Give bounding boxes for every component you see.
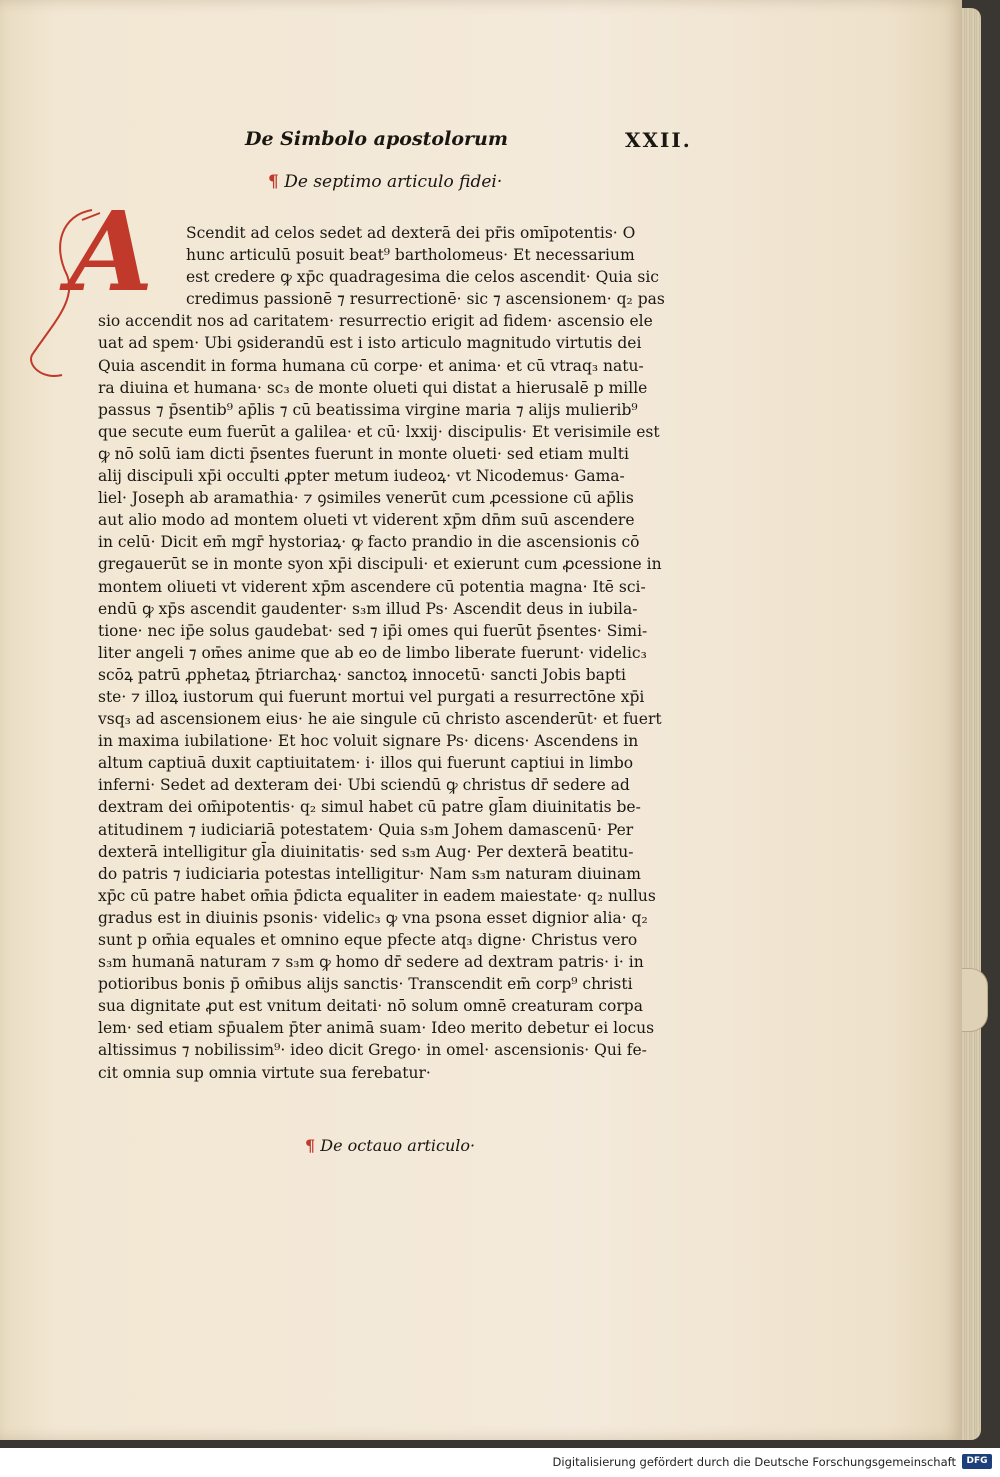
- text-line: ra diuina et humana· sc₃ de monte olueti qui distat a hierusalē p mille: [98, 378, 648, 397]
- text-line: inferni· Sedet ad dexteram dei· Ubi sciendū ꝙ christus dr̄ sedere ad: [98, 776, 630, 795]
- section-heading-text: De septimo articulo fidei·: [284, 172, 503, 192]
- text-line: xp̄c cū patre habet om̄ia p̄dicta equaliter in eadem maiestate· q₂ nullus: [98, 886, 656, 905]
- text-line: aut alio modo ad montem olueti vt viderent xp̄m dn̄m suū ascendere: [98, 511, 635, 530]
- text-line: dexterā intelligitur gl̄a diuinitatis· sed s₃m Aug· Per dexterā beatitu-: [98, 842, 634, 861]
- text-line: Quia ascendit in forma humana cū corpe· et anima· et cū vtraq₃ natu-: [98, 356, 644, 375]
- running-title: De Simbolo apostolorum: [245, 128, 508, 150]
- text-line: montem oliueti vt viderent xp̄m ascendere cū potentia magna· Itē sci-: [98, 577, 646, 596]
- footer-bar: [0, 1448, 1000, 1477]
- text-line: s₃m humanā naturam ⁊ s₃m ꝙ homo dr̄ sedere ad dextram patris· i· in: [98, 953, 644, 972]
- text-line: est credere ꝙ xp̄c quadragesima die celos ascendit· Quia sic: [186, 268, 659, 287]
- decorated-initial: A: [68, 187, 154, 316]
- text-line: altissimus ⁊ nobilissim⁹· ideo dicit Grego· in omel· ascensionis· Qui fe-: [98, 1041, 647, 1060]
- text-line: ꝙ nō solū iam dicti p̄sentes fuerunt in monte olueti· sed etiam multi: [98, 444, 629, 463]
- text-line: dextram dei om̄ipotentis· q₂ simul habet cū patre gl̄am diuinitatis be-: [98, 798, 641, 817]
- text-line: sunt p om̄ia equales et omnino eque pfecte atq₃ digne· Christus vero: [98, 931, 638, 949]
- text-line: gregauerūt se in monte syon xp̄i discipuli· et exierunt cum ꝓcessione in: [98, 555, 662, 574]
- text-line: passus ⁊ p̄sentib⁹ ap̄lis ⁊ cū beatissima virgine maria ⁊ alijs mulierib⁹: [98, 400, 638, 419]
- section-heading: [268, 172, 502, 192]
- text-line: vsq₃ ad ascensionem eius· he aie singule cū christo ascenderūt· et fuert: [98, 710, 662, 729]
- text-line: potioribus bonis p̄ om̄ibus alijs sanctis· Transcendit em̄ corp⁹ christi: [98, 975, 633, 994]
- pilcrow-icon: ¶: [268, 172, 279, 192]
- text-line: credimus passionē ⁊ resurrectionē· sic ⁊ ascensionem· q₂ pas: [186, 290, 665, 309]
- text-line: hunc articulū posuit beat⁹ bartholomeus· Et necessarium: [186, 246, 635, 265]
- text-line: ste· ⁊ illoꝝ iustorum qui fuerunt mortui vel purgati a resurrectōne xp̄i: [98, 687, 645, 706]
- text-line: Scendit ad celos sedet ad dexterā dei pr̄is omīpotentis· O: [186, 224, 636, 242]
- text-line: tione· nec ip̄e solus gaudebat· sed ⁊ ip̄i omes qui fuerūt p̄sentes· Simi-: [98, 621, 648, 640]
- text-line: scōꝝ patrū ꝓphetaꝝ p̄triarchaꝝ· sanctoꝝ innocetū· sancti Jobis bapti: [98, 665, 626, 684]
- text-line: liter angeli ⁊ om̄es anime que ab eo de limbo liberate fuerunt· videlic₃: [98, 643, 647, 662]
- text-line: sua dignitate ꝓut est vnitum deitati· nō solum omnē creaturam corpa: [98, 997, 643, 1016]
- closing-heading: [305, 1136, 475, 1155]
- text-line: uat ad spem· Ubi ꝯsiderandū est i isto articulo magnitudo virtutis dei: [98, 334, 642, 353]
- text-line: do patris ⁊ iudiciaria potestas intelligitur· Nam s₃m naturam diuinam: [98, 864, 641, 883]
- text-line: in celū· Dicit em̄ mgr̄ hystoriaꝝ· ꝙ facto prandio in die ascensionis cō: [98, 533, 640, 552]
- text-line: lem· sed etiam sp̄ualem p̄ter animā suam· Ideo merito debetur ei locus: [98, 1019, 655, 1038]
- closing-heading-text: De octauo articulo·: [320, 1136, 476, 1155]
- text-line: alij discipuli xp̄i occulti ꝓpter metum iudeoꝝ· vt Nicodemus· Gama-: [98, 467, 625, 486]
- folio-number: XXII.: [625, 128, 692, 152]
- text-line: liel· Joseph ab aramathia· ⁊ ꝯsimiles venerūt cum ꝓcessione cū ap̄lis: [98, 489, 634, 508]
- text-line: in maxima iubilatione· Et hoc voluit signare Ps· dicens· Ascendens in: [98, 732, 639, 751]
- body-text: [98, 222, 704, 1084]
- text-line: altum captiuā duxit captiuitatem· i· illos qui fuerunt captiui in limbo: [98, 754, 634, 773]
- text-line: que secute eum fuerūt a galilea· et cū· lxxij· discipulis· Et verisimile est: [98, 422, 660, 441]
- text-line: cit omnia sup omnia virtute sua ferebatur·: [98, 1063, 431, 1082]
- text-line: gradus est in diuinis psonis· videlic₃ ꝙ vna psona esset dignior alia· q₂: [98, 908, 648, 927]
- pilcrow-icon: ¶: [305, 1136, 316, 1155]
- footer-credit: Digitalisierung gefördert durch die Deutsche Forschungsgemeinschaft: [552, 1455, 956, 1469]
- text-line: atitudinem ⁊ iudiciariā potestatem· Quia s₃m Johem damascenū· Per: [98, 820, 634, 839]
- dfg-logo: DFG: [962, 1454, 992, 1469]
- text-line: endū ꝙ xp̄s ascendit gaudenter· s₃m illud Ps· Ascendit deus in iubila-: [98, 599, 638, 618]
- text-line: sio accendit nos ad caritatem· resurrectio erigit ad fidem· ascensio ele: [98, 312, 653, 331]
